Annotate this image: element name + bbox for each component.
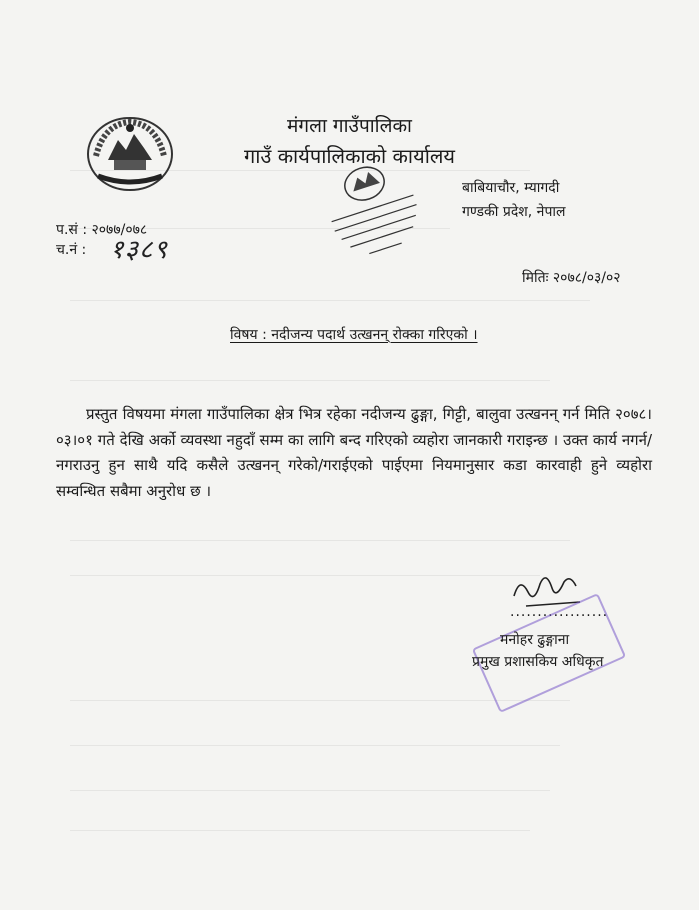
dispatch-number	[56, 235, 169, 265]
bleed-line	[70, 540, 570, 541]
letter-body: प्रस्तुत विषयमा मंगला गाउँपालिका क्षेत्र भित्र रहेका नदीजन्य ढुङ्गा, गिट्टी, बालुवा उत्खनन् गर्न मिति २०७८।०३।०१ गते देखि अर्को व्यवस्था नहुदाँ सम्म का लागि बन्द गरिएको व्यहोरा जानकारी गराइन्छ । उक्त कार्य नगर्न/नगराउनु हुन साथै यदि कसैले उत्खनन् गरेको/गराईएको पाईएमा नियमानुसार कडा कारवाही हुने व्यहोरा सम्वन्धित सबैमा अनुरोध छ ।	[56, 405, 652, 500]
signatory-title: प्रमुख प्रशासकिय अधिकृत	[472, 654, 604, 670]
bleed-line	[70, 830, 530, 831]
dispatch-label: च.नं :	[56, 242, 87, 258]
subject-line: विषय : नदीजन्य पदार्थ उत्खनन् रोक्का गरिएको ।	[230, 327, 478, 343]
dispatch-number-handwritten: १३८९	[110, 235, 169, 265]
letter-date: मितिः २०७८/०३/०२	[522, 270, 621, 286]
bleed-line	[70, 300, 590, 301]
bleed-line	[70, 790, 550, 791]
bleed-line	[70, 745, 560, 746]
bleed-line	[70, 380, 550, 381]
signatory-name: मनोहर ढुङ्गाना	[500, 632, 570, 648]
signature-dots: ..................	[510, 604, 609, 620]
office-title: गाउँ कार्यपालिकाको कार्यालय	[243, 144, 456, 168]
address-line-2: गण्डकी प्रदेश, नेपाल	[462, 204, 566, 220]
address-line-1: बाबियाचौर, म्यागदी	[462, 180, 560, 196]
municipality-title: मंगला गाउँपालिका	[287, 115, 412, 137]
bleed-line	[70, 575, 540, 576]
letter-number-text: प.सं : २०७७/०७८	[56, 222, 148, 238]
office-seal-icon	[318, 160, 432, 272]
